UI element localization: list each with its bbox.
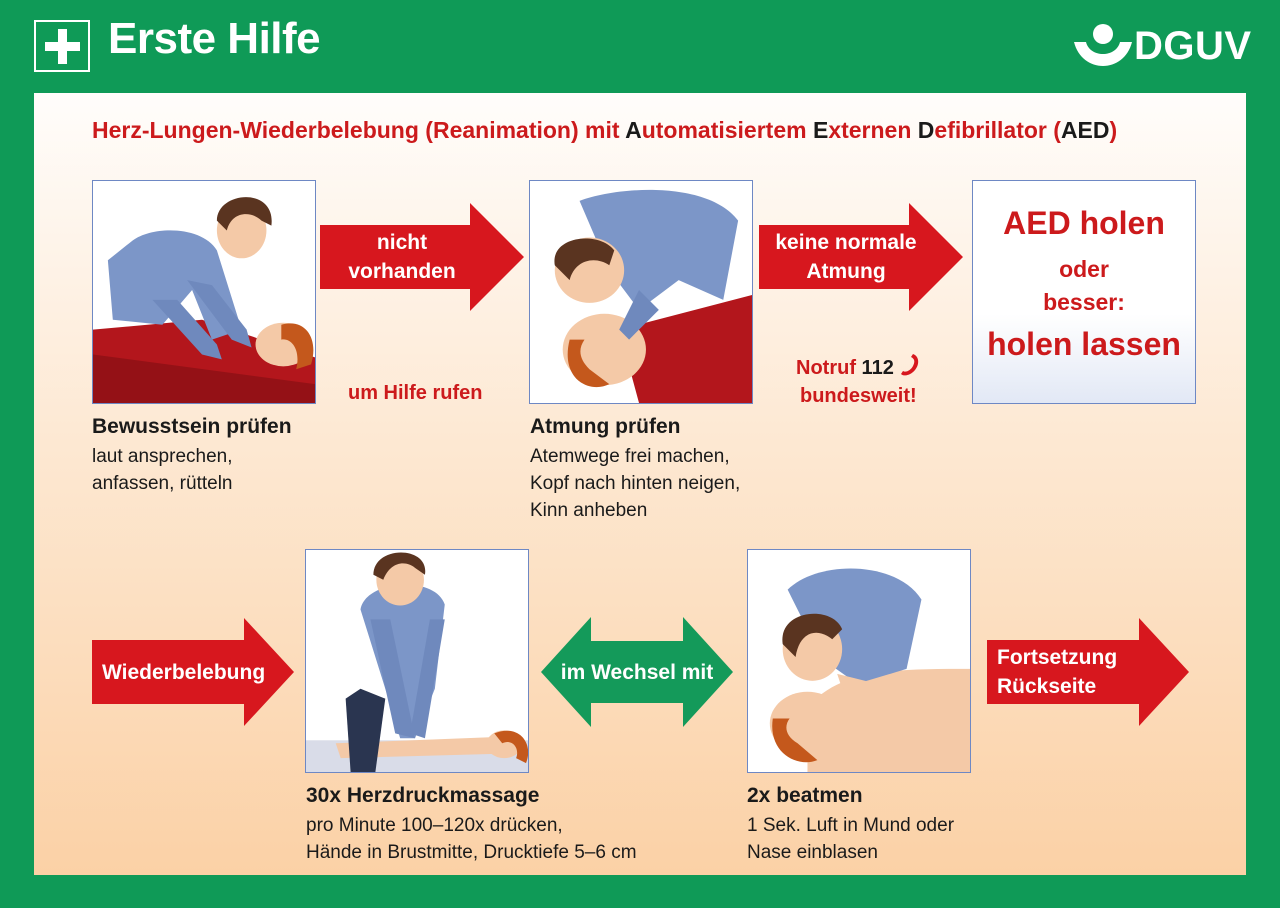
arrow-resuscitation — [92, 618, 294, 726]
illustration-chest-compression — [305, 549, 529, 773]
emergency-number: 112 — [861, 357, 894, 379]
illustration-check-consciousness — [92, 180, 316, 404]
phone-icon — [899, 352, 921, 378]
headline: Herz-Lungen-Wiederbelebung (Reanimation) mit Automatisiertem Externen Defibrillator (AED) — [92, 117, 1118, 143]
arrow-continued-line1: Fortsetzung — [997, 646, 1118, 669]
aed-better-text: besser: — [1043, 289, 1125, 315]
emergency-label: Notruf — [796, 357, 856, 379]
arrow-no-breathing-line1: keine normale — [775, 231, 917, 254]
arrow-alternating-label: im Wechsel mit — [560, 660, 714, 684]
emergency-region: bundesweit! — [800, 385, 917, 407]
dguv-logo-text: DGUV — [1134, 24, 1252, 68]
arrow-not-present-line2: vorhanden — [348, 260, 456, 283]
step3-title: 30x Herzdruckmassage — [306, 784, 540, 807]
aed-box — [972, 180, 1196, 404]
arrow-not-present-line1: nicht — [376, 231, 428, 254]
page-title: Erste Hilfe — [108, 14, 321, 63]
step1-line1: laut ansprechen, — [92, 446, 233, 467]
aed-delegate-text: holen lassen — [987, 326, 1181, 362]
step4-title: 2x beatmen — [747, 784, 863, 807]
illustration-rescue-breathing — [747, 549, 971, 773]
arrow-no-normal-breathing — [759, 203, 963, 311]
step1-line2: anfassen, rütteln — [92, 473, 233, 494]
step4-line1: 1 Sek. Luft in Mund oder — [747, 815, 955, 836]
step1-title: Bewusstsein prüfen — [92, 415, 292, 438]
arrow-resuscitation-label: Wiederbelebung — [102, 660, 266, 684]
step2-line2: Kopf nach hinten neigen, — [530, 473, 741, 494]
step4-line2: Nase einblasen — [747, 842, 878, 863]
arrow-continued-line2: Rückseite — [997, 675, 1097, 698]
arrow-alternating-with — [541, 617, 733, 727]
step3-line1: pro Minute 100–120x drücken, — [306, 815, 563, 836]
aed-get-text: AED holen — [1003, 205, 1165, 241]
emergency-call — [796, 352, 921, 410]
arrow-no-breathing-line2: Atmung — [806, 260, 886, 283]
illustration-check-breathing — [529, 180, 753, 404]
aed-or-text: oder — [1059, 256, 1109, 282]
step3-description — [306, 812, 637, 866]
step3-line2: Hände in Brustmitte, Drucktiefe 5–6 cm — [306, 842, 637, 863]
step2-title: Atmung prüfen — [530, 415, 681, 438]
step4-description — [747, 812, 954, 866]
call-for-help-text: um Hilfe rufen — [348, 382, 483, 404]
first-aid-cross-icon — [34, 20, 90, 72]
step2-description — [530, 443, 740, 524]
step2-line1: Atemwege frei machen, — [530, 446, 730, 467]
arrow-continued-overleaf — [987, 618, 1189, 726]
arrow-not-present — [320, 203, 524, 311]
step2-line3: Kinn anheben — [530, 500, 648, 521]
step1-description — [92, 443, 233, 497]
